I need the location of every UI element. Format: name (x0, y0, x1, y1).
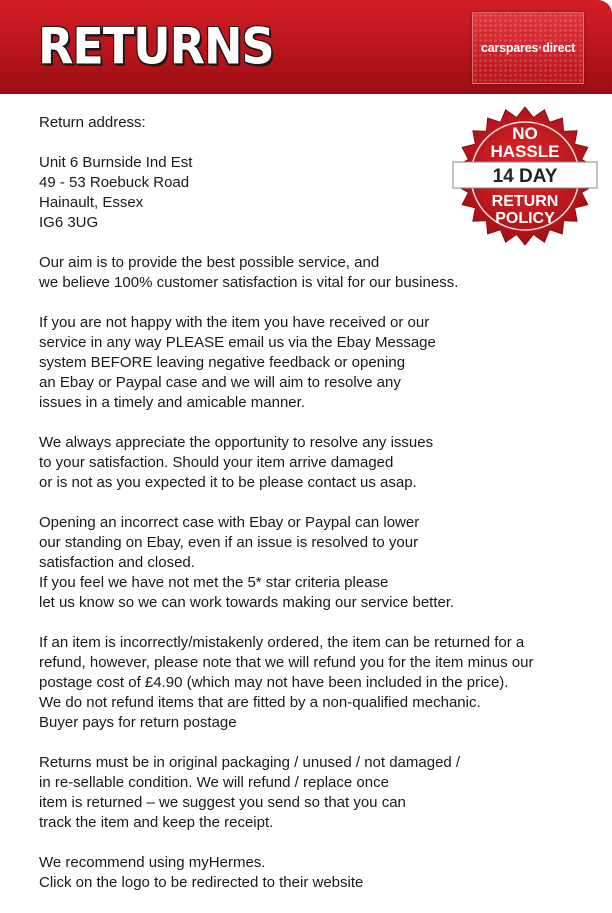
policy-paragraph (39, 633, 599, 733)
policy-line: Hainault, Essex (39, 194, 144, 211)
policy-line: we believe 100% customer satisfaction is vital for our business. (39, 274, 459, 291)
badge-text-14-day: 14 DAY (492, 166, 558, 187)
policy-line: Buyer pays for return postage (39, 714, 237, 731)
policy-paragraph (39, 113, 599, 133)
policy-line: IG6 3UG (39, 214, 99, 231)
policy-line: an Ebay or Paypal case and we will aim to resolve any (39, 374, 401, 391)
policy-paragraph (39, 253, 599, 293)
badge-text-no: NO (512, 124, 538, 143)
policy-line: postage cost of £4.90 (which may not have been included in the price). (39, 674, 509, 691)
page-title: RETURNS (38, 17, 274, 76)
policy-line: If you feel we have not met the 5* star criteria please (39, 574, 389, 591)
policy-line: track the item and keep the receipt. (39, 814, 274, 831)
policy-paragraph (39, 853, 599, 893)
policy-line: to your satisfaction. Should your item arrive damaged (39, 454, 394, 471)
policy-line: We recommend using myHermes. (39, 854, 266, 871)
policy-line: satisfaction and closed. (39, 554, 195, 571)
policy-paragraph (39, 513, 599, 613)
carspares-direct-logo[interactable] (472, 12, 584, 84)
policy-line: Unit 6 Burnside Ind Est (39, 154, 193, 171)
badge-text-hassle: HASSLE (490, 142, 560, 161)
policy-line: We always appreciate the opportunity to resolve any issues (39, 434, 434, 451)
policy-line: our standing on Ebay, even if an issue is resolved to your (39, 534, 419, 551)
policy-line: We do not refund items that are fitted by a non-qualified mechanic. (39, 694, 481, 711)
policy-line: Click on the logo to be redirected to their website (39, 874, 364, 891)
policy-paragraph (39, 153, 599, 233)
policy-line: Returns must be in original packaging / unused / not damaged / (39, 754, 461, 771)
policy-line: system BEFORE leaving negative feedback or opening (39, 354, 406, 371)
policy-line: refund, however, please note that we will refund you for the item minus our (39, 654, 534, 671)
policy-line: If you are not happy with the item you have received or our (39, 314, 430, 331)
header-banner (0, 0, 612, 94)
returns-policy-text (39, 113, 599, 913)
policy-paragraph (39, 753, 599, 833)
policy-paragraph (39, 313, 599, 413)
policy-line: 49 - 53 Roebuck Road (39, 174, 190, 191)
policy-line: item is returned – we suggest you send so that you can (39, 794, 406, 811)
policy-line: If an item is incorrectly/mistakenly ordered, the item can be returned for a (39, 634, 525, 651)
policy-line: or is not as you expected it to be please contact us asap. (39, 474, 417, 491)
policy-line: issues in a timely and amicable manner. (39, 394, 305, 411)
badge-text-policy: POLICY (495, 210, 555, 227)
policy-line: Our aim is to provide the best possible service, and (39, 254, 380, 271)
badge-text-return: RETURN (491, 193, 559, 210)
policy-line: service in any way PLEASE email us via the Ebay Message (39, 334, 436, 351)
policy-paragraph (39, 433, 599, 493)
policy-line: Return address: (39, 114, 146, 131)
policy-line: Opening an incorrect case with Ebay or Paypal can lower (39, 514, 420, 531)
policy-line: in re-sellable condition. We will refund / replace once (39, 774, 389, 791)
logo-text: carspares·direct (480, 41, 576, 55)
policy-line: let us know so we can work towards making our service better. (39, 594, 455, 611)
